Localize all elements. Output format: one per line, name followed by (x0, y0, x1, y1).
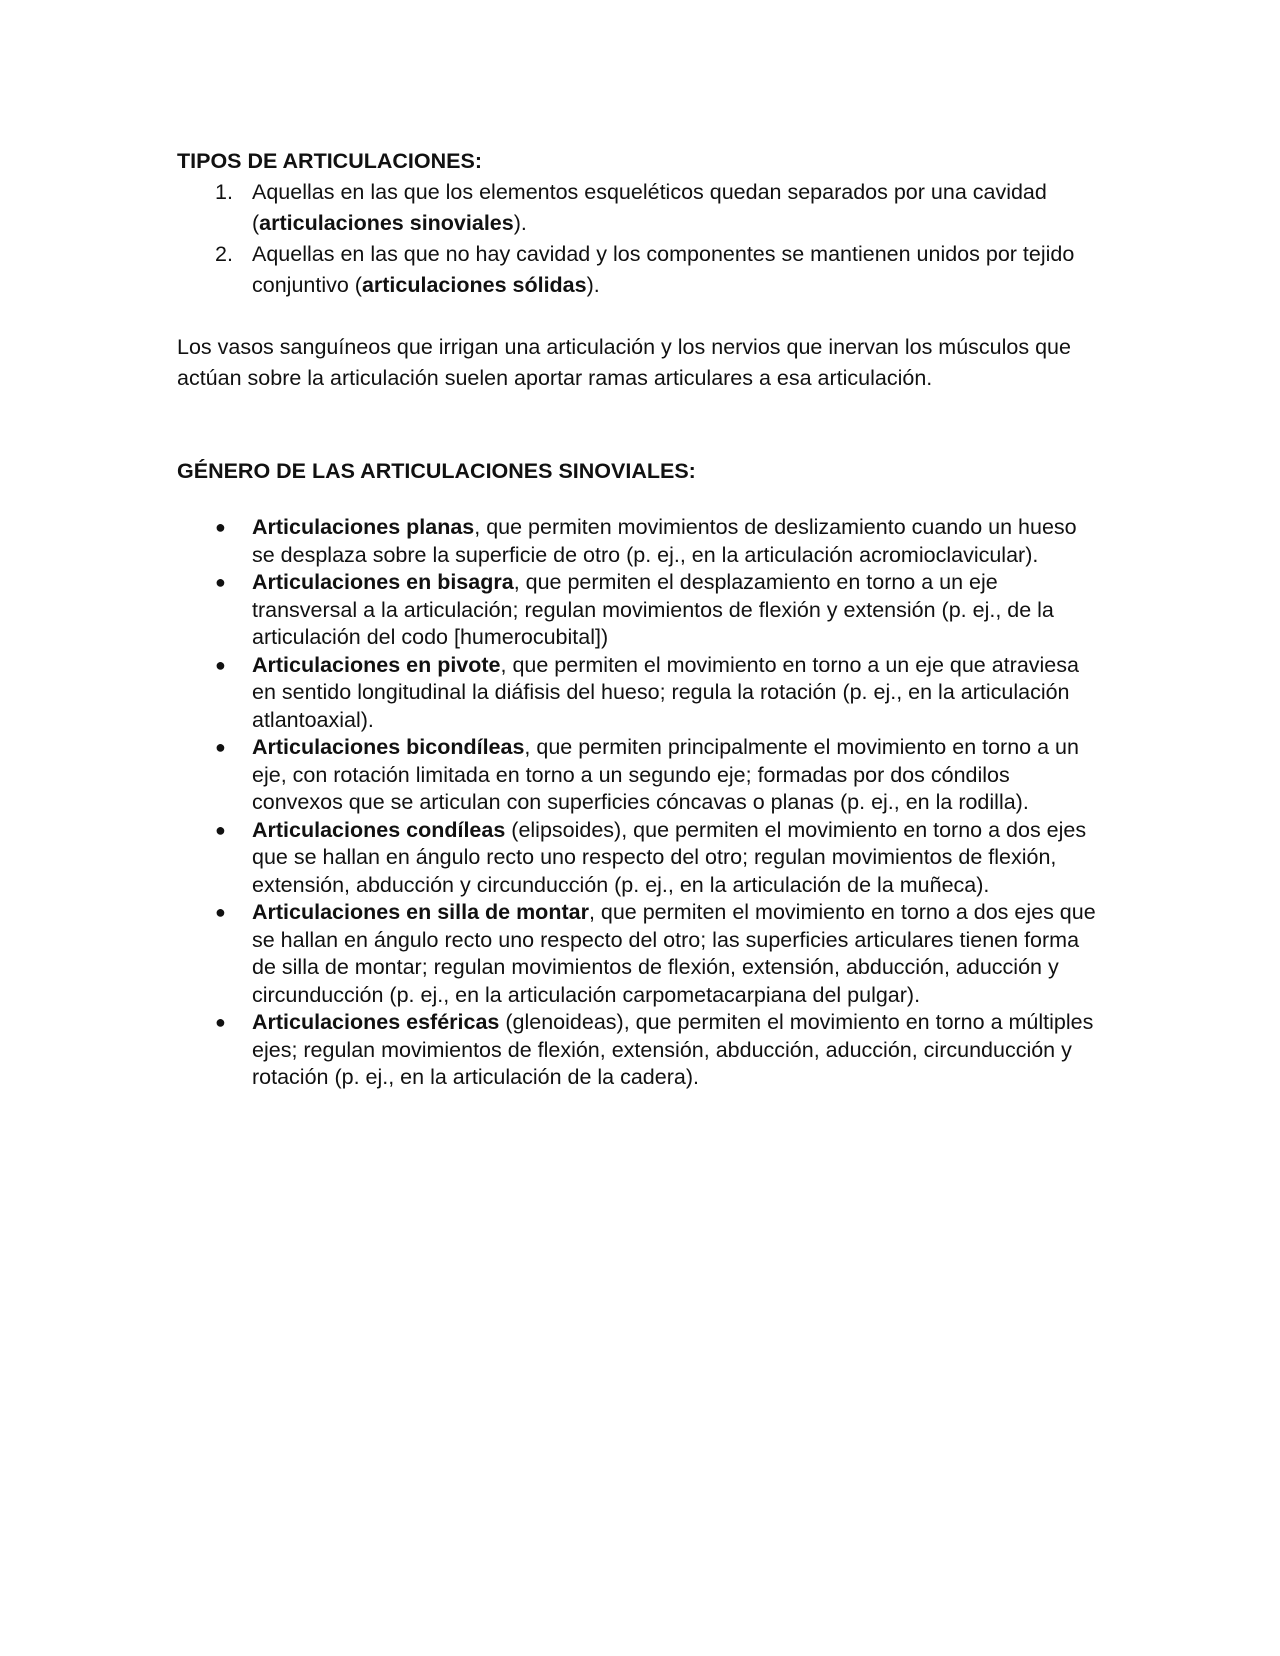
bullet-icon: ● (215, 1012, 226, 1032)
list-item (177, 177, 1097, 239)
bullet-icon: ● (215, 902, 226, 922)
item-text: (elipsoides), que permiten el movimiento en torno a dos ejes que se hallan en ángulo recto uno respecto del otro; regulan movimientos de flexión, extensión, abducción y circunducción (p. ej., en la articulación de la muñeca). (252, 817, 1087, 897)
item-bold-term: Articulaciones planas (252, 515, 475, 539)
item-text: (glenoideas), que permiten el movimiento en torno a múltiples ejes; regulan movimientos de flexión, extensión, abducción, aducción, circunducción y rotación (p. ej., en la articulación de la cadera). (252, 1010, 1094, 1089)
item-bold-term: Articulaciones en bisagra (252, 570, 514, 594)
bullet-icon: ● (215, 737, 226, 757)
list-item (177, 817, 1097, 900)
item-bold-term: Articulaciones bicondíleas (252, 735, 525, 759)
item-text: , que permiten movimientos de deslizamiento cuando un hueso se desplaza sobre la superficie de otro (p. ej., en la articulación acromioclavicular). (252, 515, 1077, 567)
bullet-icon: ● (215, 517, 226, 537)
list-item (177, 652, 1097, 735)
item-text-end: ). (513, 211, 527, 235)
item-text: , que permiten el desplazamiento en torno a un eje transversal a la articulación; regulan movimientos de flexión y extensión (p. ej., de la articulación del codo [humerocubital]) (252, 570, 1054, 649)
list-item (177, 899, 1097, 1009)
types-list (177, 177, 1097, 301)
bullet-icon: ● (215, 819, 226, 840)
item-bold-term: Articulaciones condíleas (252, 817, 506, 842)
list-item (177, 239, 1097, 301)
item-bold-term: articulaciones sólidas (361, 273, 587, 297)
list-item (177, 1009, 1097, 1092)
section-title-genero: GÉNERO DE LAS ARTICULACIONES SINOVIALES: (177, 459, 696, 483)
list-number: 2. (215, 242, 233, 266)
item-text: , que permiten el movimiento en torno a dos ejes que se hallan en ángulo recto uno respecto del otro; las superficies articulares tienen forma de silla de montar; regulan movimientos de flexión, extensión, abducción, aducción y circunducción (p. ej., en la articulación carpometacarpiana del pulgar). (252, 900, 1096, 1007)
list-item (177, 734, 1097, 817)
genres-list (177, 514, 1097, 1092)
document-content (177, 146, 1097, 1092)
item-bold-term: Articulaciones esféricas (252, 1010, 500, 1034)
bullet-icon: ● (215, 572, 226, 592)
item-text: , que permiten el movimiento en torno a un eje que atraviesa en sentido longitudinal la diáfisis del hueso; regula la rotación (p. ej., en la articulación atlantoaxial). (252, 652, 1079, 732)
item-text: Aquellas en las que no hay cavidad y los componentes se mantienen unidos por tejido conjuntivo ( (252, 242, 1075, 297)
section-title-tipos: TIPOS DE ARTICULACIONES: (177, 149, 482, 173)
item-bold-term: Articulaciones en silla de montar (252, 900, 589, 924)
bullet-icon: ● (215, 654, 226, 675)
list-item (177, 569, 1097, 652)
paragraph-vasos: Los vasos sanguíneos que irrigan una articulación y los nervios que inervan los músculos que actúan sobre la articulación suelen aportar ramas articulares a esa articulación. (177, 335, 1071, 390)
item-text-end: ). (586, 273, 600, 297)
item-bold-term: Articulaciones en pivote (252, 652, 501, 677)
list-item (177, 514, 1097, 569)
item-text: Aquellas en las que los elementos esqueléticos quedan separados por una cavidad ( (252, 180, 1047, 235)
item-text: , que permiten principalmente el movimiento en torno a un eje, con rotación limitada en torno a un segundo eje; formadas por dos cóndilos convexos que se articulan con superficies cóncavas o planas (p. ej., en la rodilla). (252, 735, 1079, 814)
item-bold-term: articulaciones sinoviales (259, 211, 514, 235)
list-number: 1. (215, 180, 233, 204)
